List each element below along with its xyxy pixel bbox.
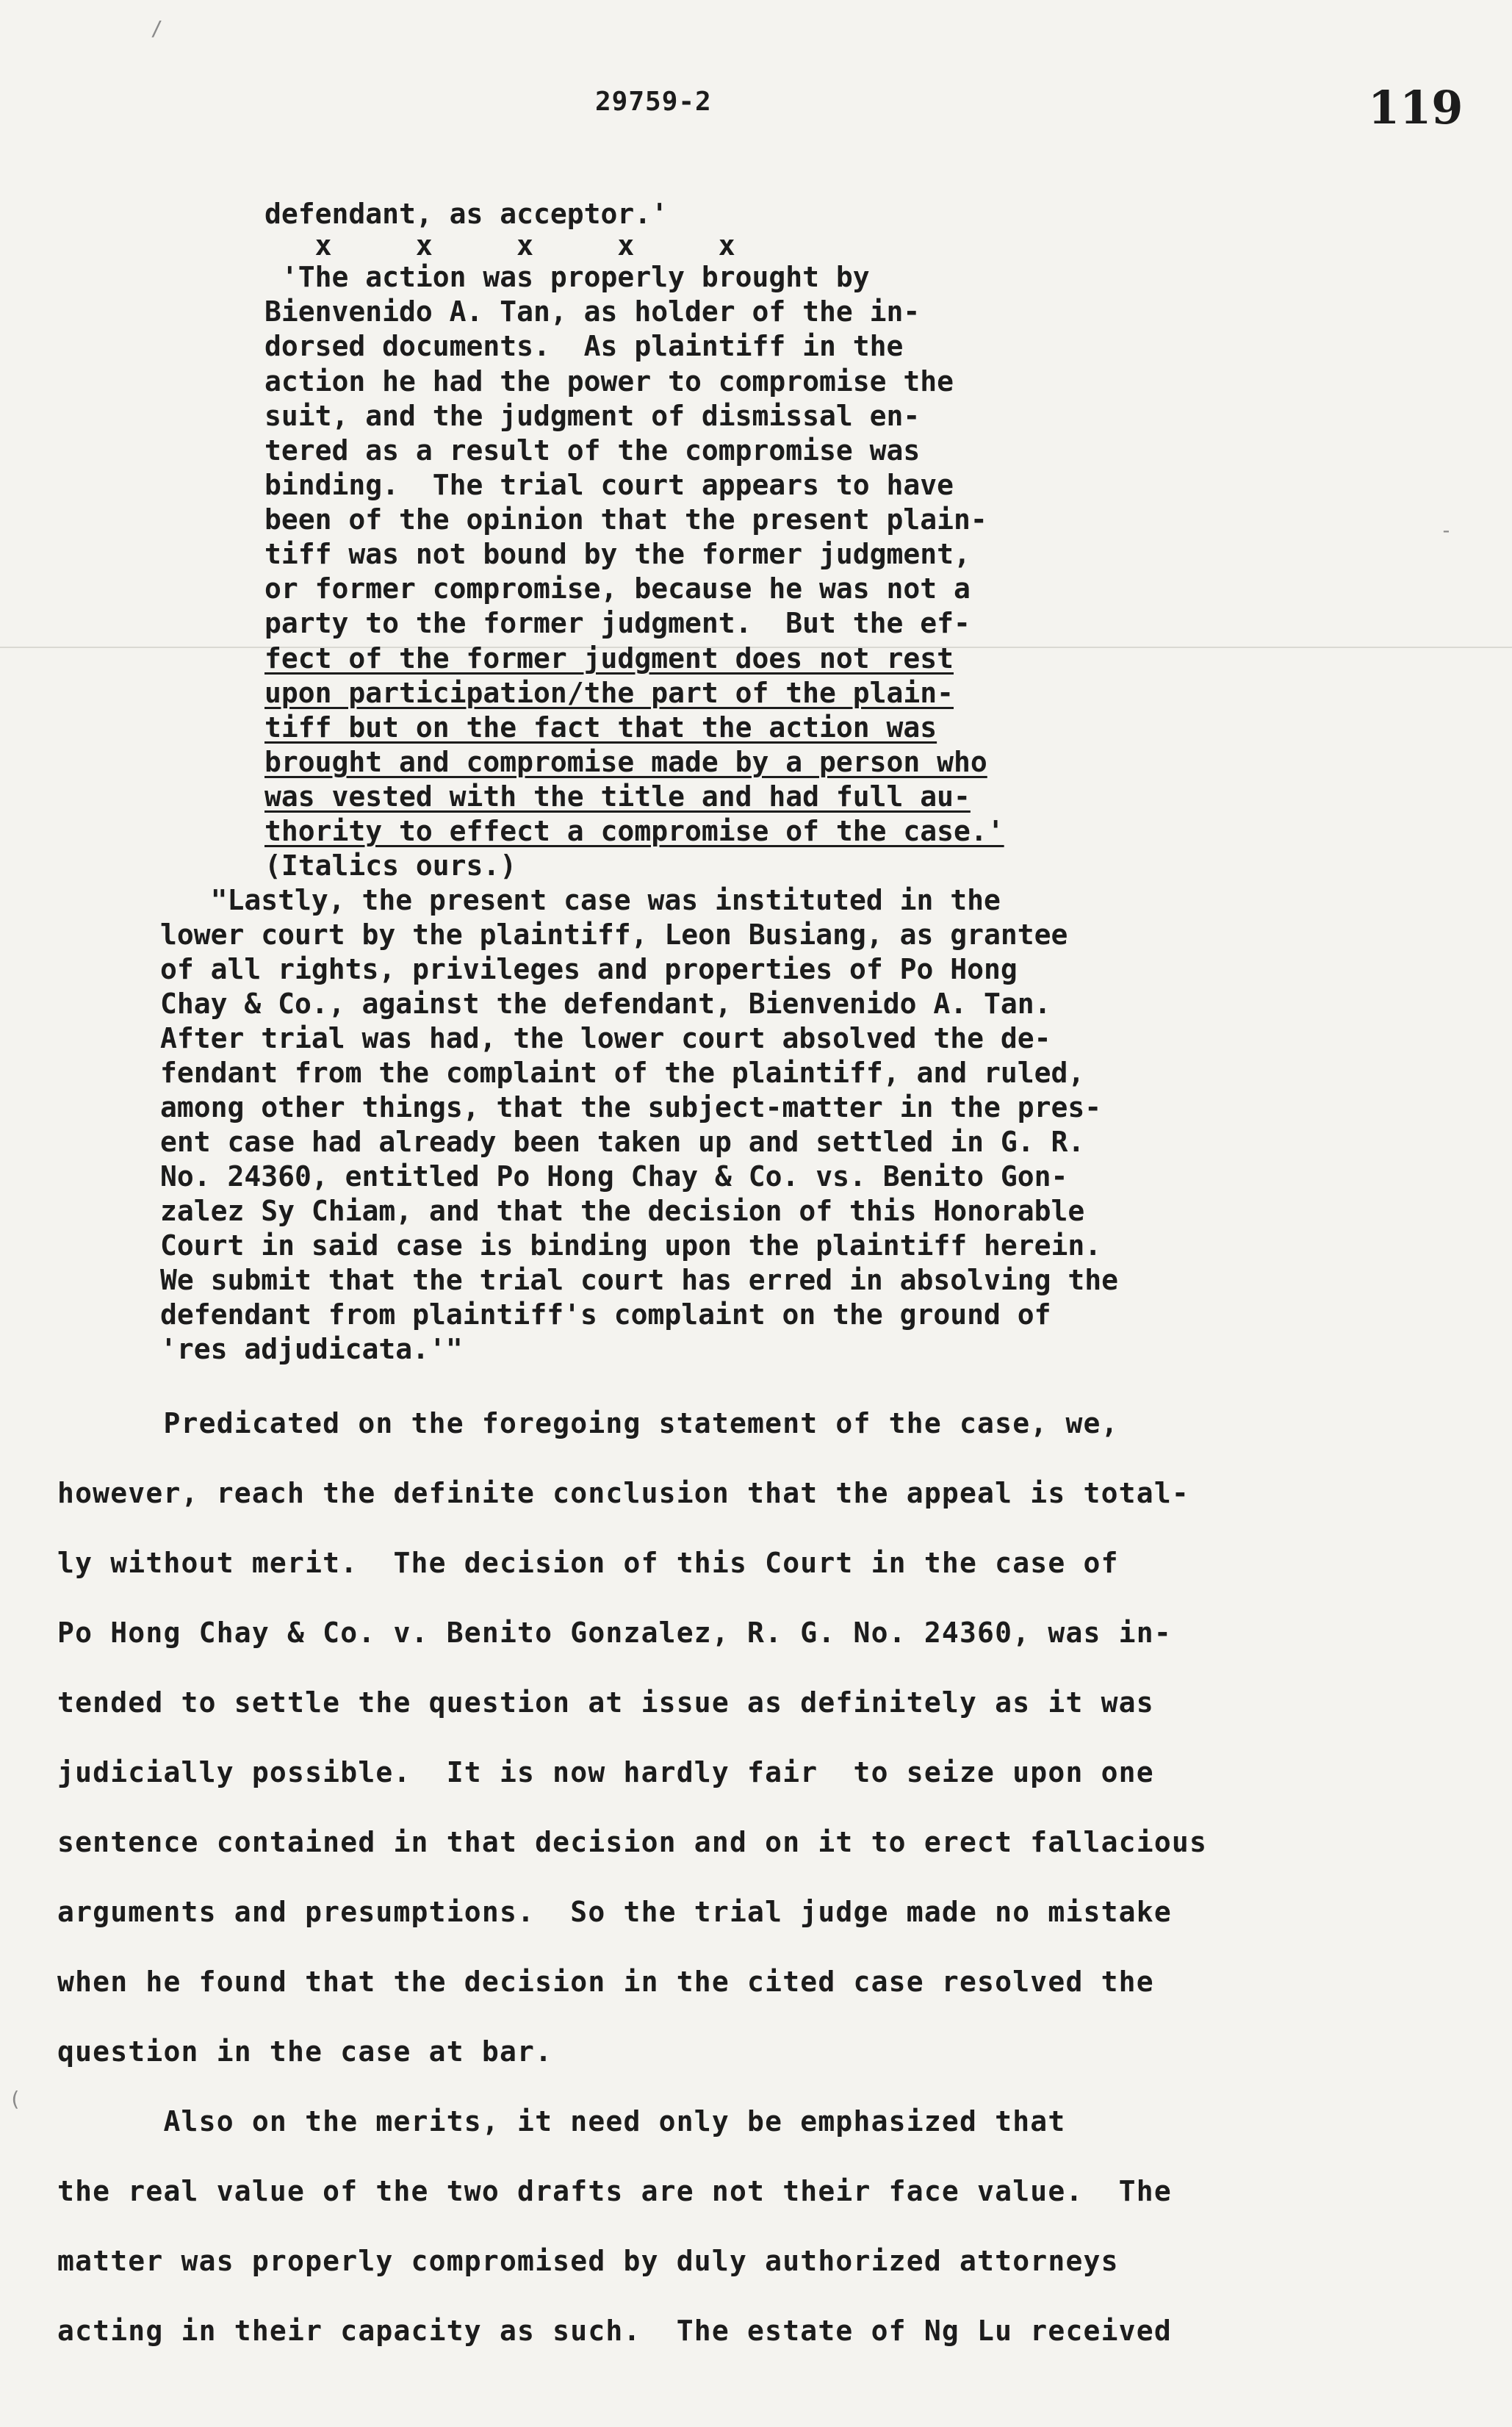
text-line: judicially possible. It is now hardly fair to seize upon one [57,1756,1154,1788]
text-line: tiff but on the fact that the action was [264,711,937,744]
text-line: was vested with the title and had full au- [264,780,971,813]
text-line: zalez Sy Chiam, and that the decision of this Honorable [160,1195,1085,1227]
text-line: fect of the former judgment does not rest [264,642,954,675]
text-line: or former compromise, because he was not a [264,572,971,605]
text-line: lower court by the plaintiff, Leon Busiang, as grantee [160,918,1068,951]
page-number: 119 [1368,81,1464,134]
text-line: however, reach the definite conclusion that the appeal is total- [57,1477,1189,1509]
text-line: defendant, as acceptor.' [264,198,669,230]
text-line: of all rights, privileges and properties of Po Hong [160,953,1018,985]
text-line: when he found that the decision in the cited case resolved the [57,1966,1154,1998]
text-line: thority to effect a compromise of the case.' [264,815,1004,847]
text-line: Po Hong Chay & Co. v. Benito Gonzalez, R. G. No. 24360, was in- [57,1617,1172,1649]
text-line: acting in their capacity as such. The estate of Ng Lu received [57,2315,1172,2347]
scan-speck: ( [9,2087,21,2111]
text-line: x x x x x [264,229,735,262]
text-line: 'The action was properly brought by [264,261,870,293]
text-line: party to the former judgment. But the ef- [264,607,971,639]
text-line: sentence contained in that decision and on it to erect fallacious [57,1826,1208,1858]
text-line: defendant from plaintiff's complaint on the ground of [160,1298,1051,1331]
text-line: ent case had already been taken up and settled in G. R. [160,1126,1085,1158]
text-line: Predicated on the foregoing statement of the case, we, [57,1407,1119,1439]
text-line: tended to settle the question at issue as definitely as it was [57,1686,1154,1719]
text-line: ly without merit. The decision of this Court in the case of [57,1547,1119,1579]
scan-speck: / [151,16,163,40]
text-line: Also on the merits, it need only be emphasized that [57,2105,1066,2137]
text-line: upon participation/the part of the plain- [264,677,954,709]
text-line: brought and compromise made by a person who [264,746,987,778]
text-line: After trial was had, the lower court absolved the de- [160,1022,1051,1054]
text-line: Bienvenido A. Tan, as holder of the in- [264,295,921,328]
text-line: matter was properly compromised by duly authorized attorneys [57,2245,1119,2277]
text-line: question in the case at bar. [57,2035,553,2068]
text-line: fendant from the complaint of the plaintiff, and ruled, [160,1057,1085,1089]
text-line: dorsed documents. As plaintiff in the [264,330,904,362]
text-line: Chay & Co., against the defendant, Bienvenido A. Tan. [160,988,1051,1020]
text-line: 'res adjudicata.'" [160,1333,463,1365]
text-line: the real value of the two drafts are not their face value. The [57,2175,1172,2207]
text-line: "Lastly, the present case was instituted in the [160,884,1001,916]
text-line: tered as a result of the compromise was [264,434,921,467]
text-line: action he had the power to compromise the [264,365,954,398]
scan-speck: - [1440,518,1452,542]
text-line: binding. The trial court appears to have [264,469,954,501]
text-line: We submit that the trial court has erred in absolving the [160,1264,1119,1296]
text-line: No. 24360, entitled Po Hong Chay & Co. vs. Benito Gon- [160,1160,1068,1193]
text-line: among other things, that the subject-matter in the pres- [160,1091,1102,1123]
text-line: been of the opinion that the present plain- [264,503,987,536]
text-line: arguments and presumptions. So the trial judge made no mistake [57,1896,1172,1928]
text-line: (Italics ours.) [264,849,517,882]
document-number: 29759-2 [595,87,712,117]
text-line: suit, and the judgment of dismissal en- [264,400,921,432]
text-line: Court in said case is binding upon the plaintiff herein. [160,1229,1102,1262]
text-line: tiff was not bound by the former judgment, [264,538,971,570]
